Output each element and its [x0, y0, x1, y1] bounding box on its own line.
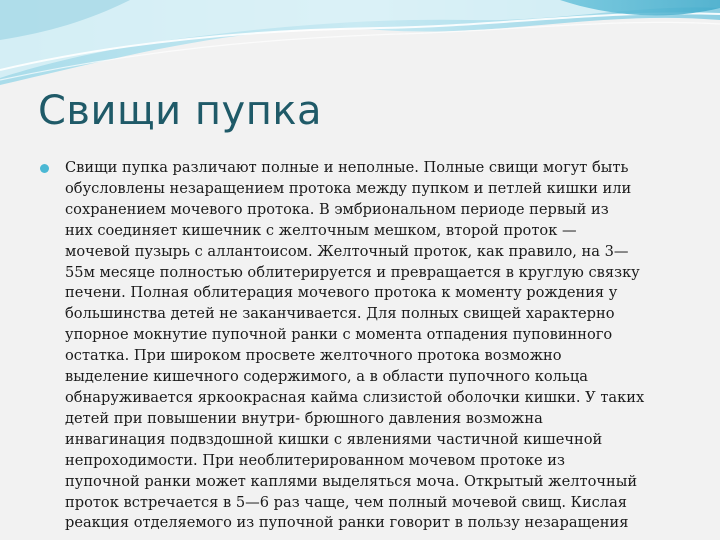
text-line: сохранением мочевого протока. В эмбриональном периоде первый из [65, 200, 609, 218]
bullet-text [65, 158, 707, 534]
text-line: них соединяет кишечник с желточным мешком, второй проток — [65, 221, 577, 239]
text-line: остатка. При широком просвете желточного протока возможно [65, 347, 562, 365]
text-line: детей при повышении внутри- брюшного давления возможна [65, 409, 543, 427]
text-line: Свищи пупка различают полные и неполные. Полные свищи могут быть [65, 159, 629, 176]
text-line: упорное мокнутие пупочной ранки с момента отпадения пуповинного [65, 326, 613, 344]
text-line: большинства детей не заканчивается. Для полных свищей характерно [65, 305, 615, 323]
text-line: непроходимости. При необлитерированном мочевом протоке из [65, 451, 565, 469]
text-line: инвагинация подвздошной кишки с явлениями частичной кишечной [65, 430, 603, 448]
slide-title: Свищи пупка [38, 88, 323, 134]
header-wave-decoration [0, 0, 720, 90]
text-line: 55м месяце полностью облитерируется и превращается в круглую связку [65, 263, 640, 281]
text-line: пупочной ранки может каплями выделяться моча. Открытый желточный [65, 472, 638, 490]
text-line: обнаруживается яркоокрасная кайма слизистой оболочки кишки. У таких [65, 388, 645, 406]
text-line: реакция отделяемого из пупочной ранки говорит в пользу незаращения [65, 514, 629, 532]
text-line: проток встречается в 5—6 раз чаще, чем полный мочевой свищ. Кислая [65, 493, 628, 511]
text-line: обусловлены незаращением протока между пупком и петлей кишки или [65, 179, 632, 197]
text-line: мочевой пузырь с аллантоисом. Желточный проток, как правило, на 3— [65, 242, 629, 260]
bullet-icon [40, 164, 49, 173]
text-line: печени. Полная облитерация мочевого протока к моменту рождения у [65, 284, 618, 302]
content-area [40, 158, 712, 540]
text-line: выделение кишечного содержимого, а в области пупочного кольца [65, 368, 588, 386]
